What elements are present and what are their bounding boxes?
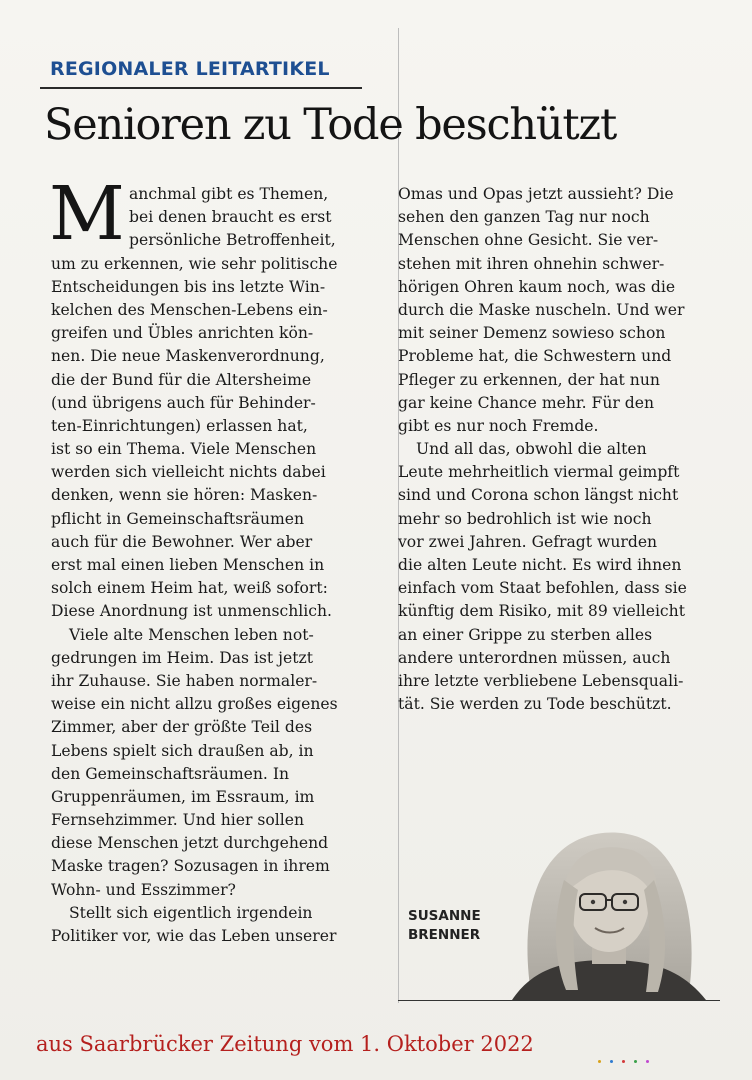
text-line: hörigen Ohren kaum noch, was die bbox=[398, 277, 676, 296]
text-line: mehr so bedrohlich ist wie noch bbox=[398, 509, 652, 528]
text-line: Menschen ohne Gesicht. Sie ver- bbox=[398, 231, 659, 250]
text-line: Pfleger zu erkennen, der hat nun bbox=[398, 370, 660, 389]
author-last-name: BRENNER bbox=[408, 927, 481, 943]
text-line: Und all das, obwohl die alten bbox=[416, 440, 647, 459]
article-headline: Senioren zu Tode beschützt bbox=[44, 100, 617, 150]
dropcap-letter: M bbox=[49, 171, 125, 257]
text-line: vor zwei Jahren. Gefragt wurden bbox=[398, 532, 658, 551]
text-line: die alten Leute nicht. Es wird ihnen bbox=[398, 556, 682, 574]
text-line: gibt es nur noch Fremde. bbox=[398, 416, 599, 435]
text-line: Stellt sich eigentlich irgendein bbox=[69, 903, 313, 922]
text-line: Fernsehzimmer. Und hier sollen bbox=[51, 811, 305, 830]
text-line: die der Bund für die Altersheime bbox=[51, 370, 312, 389]
text-line: stehen mit ihren ohnehin schwer- bbox=[398, 254, 665, 273]
article-column-left bbox=[49, 171, 369, 948]
text-line: persönliche Betroffenheit, bbox=[129, 231, 336, 250]
text-line: sind und Corona schon längst nicht bbox=[398, 486, 679, 505]
author-portrait bbox=[492, 820, 724, 1000]
text-line: ten-Einrichtungen) erlassen hat, bbox=[51, 416, 308, 435]
text-line: ist so ein Thema. Viele Menschen bbox=[51, 440, 317, 459]
text-line: Leute mehrheitlich viermal geimpft bbox=[398, 463, 680, 482]
text-line: den Gemeinschaftsräumen. In bbox=[51, 764, 290, 783]
text-line: tät. Sie werden zu Tode beschützt. bbox=[398, 695, 672, 714]
text-line: Entscheidungen bis ins letzte Win- bbox=[51, 277, 326, 296]
text-line: mit seiner Demenz sowieso schon bbox=[398, 324, 666, 343]
kicker-rule bbox=[40, 87, 362, 89]
text-line: Wohn- und Esszimmer? bbox=[51, 880, 236, 899]
text-line: auch für die Bewohner. Wer aber bbox=[51, 532, 313, 551]
text-line: sehen den ganzen Tag nur noch bbox=[398, 208, 650, 227]
text-line: Diese Anordnung ist unmenschlich. bbox=[51, 602, 332, 621]
text-line: Politiker vor, wie das Leben unserer bbox=[51, 927, 337, 945]
text-line: gedrungen im Heim. Das ist jetzt bbox=[51, 648, 313, 667]
text-line: werden sich vielleicht nichts dabei bbox=[51, 463, 326, 482]
text-line: Maske tragen? Sozusagen in ihrem bbox=[51, 857, 330, 876]
text-line: denken, wenn sie hören: Masken- bbox=[51, 486, 318, 505]
dot-mark bbox=[634, 1060, 637, 1063]
text-line: (und übrigens auch für Behinder- bbox=[51, 393, 316, 412]
text-line: ihre letzte verbliebene Lebensquali- bbox=[398, 671, 684, 690]
text-line: an einer Grippe zu sterben alles bbox=[398, 625, 653, 644]
source-note: aus Saarbrücker Zeitung vom 1. Oktober 2022 bbox=[36, 1032, 534, 1056]
text-line: Lebens spielt sich draußen ab, in bbox=[51, 741, 314, 760]
article-kicker: REGIONALER LEITARTIKEL bbox=[50, 58, 330, 80]
text-line: anchmal gibt es Themen, bbox=[129, 185, 329, 203]
text-line: nen. Die neue Maskenverordnung, bbox=[51, 347, 325, 366]
text-line: durch die Maske nuscheln. Und wer bbox=[398, 300, 685, 319]
text-line: andere unterordnen müssen, auch bbox=[398, 648, 671, 667]
dot-mark bbox=[622, 1060, 625, 1063]
author-first-name: SUSANNE bbox=[408, 908, 481, 924]
text-line: Omas und Opas jetzt aussieht? Die bbox=[398, 185, 674, 203]
text-line: Zimmer, aber der größte Teil des bbox=[51, 718, 313, 737]
text-line: greifen und Übles anrichten kön- bbox=[51, 324, 314, 343]
text-line: Probleme hat, die Schwestern und bbox=[398, 347, 672, 366]
text-line: Gruppenräumen, im Essraum, im bbox=[51, 787, 315, 806]
text-line: einfach vom Staat befohlen, dass sie bbox=[398, 579, 687, 598]
text-line: bei denen braucht es erst bbox=[129, 208, 332, 227]
dot-mark bbox=[646, 1060, 649, 1063]
text-line: weise ein nicht allzu großes eigenes bbox=[51, 695, 338, 714]
text-line: Viele alte Menschen leben not- bbox=[69, 625, 314, 644]
text-line: gar keine Chance mehr. Für den bbox=[398, 393, 655, 412]
text-line: diese Menschen jetzt durchgehend bbox=[51, 834, 329, 853]
author-rule bbox=[398, 1000, 720, 1001]
decorative-dots bbox=[598, 1048, 658, 1067]
text-line: pflicht in Gemeinschaftsräumen bbox=[51, 509, 305, 528]
text-line: solch einem Heim hat, weiß sofort: bbox=[51, 579, 328, 598]
author-portrait-illustration bbox=[492, 820, 724, 1000]
dot-mark bbox=[598, 1060, 601, 1063]
text-line: ihr Zuhause. Sie haben normaler- bbox=[51, 671, 318, 690]
text-line: kelchen des Menschen-Lebens ein- bbox=[51, 300, 328, 319]
text-line: um zu erkennen, wie sehr politische bbox=[51, 254, 338, 273]
article-column-right bbox=[398, 183, 728, 716]
dropcap-paragraph-start bbox=[49, 171, 369, 257]
text-line: erst mal einen lieben Menschen in bbox=[51, 556, 325, 574]
text-line: künftig dem Risiko, mit 89 vielleicht bbox=[398, 602, 685, 621]
author-byline bbox=[408, 907, 481, 945]
dot-mark bbox=[610, 1060, 613, 1063]
